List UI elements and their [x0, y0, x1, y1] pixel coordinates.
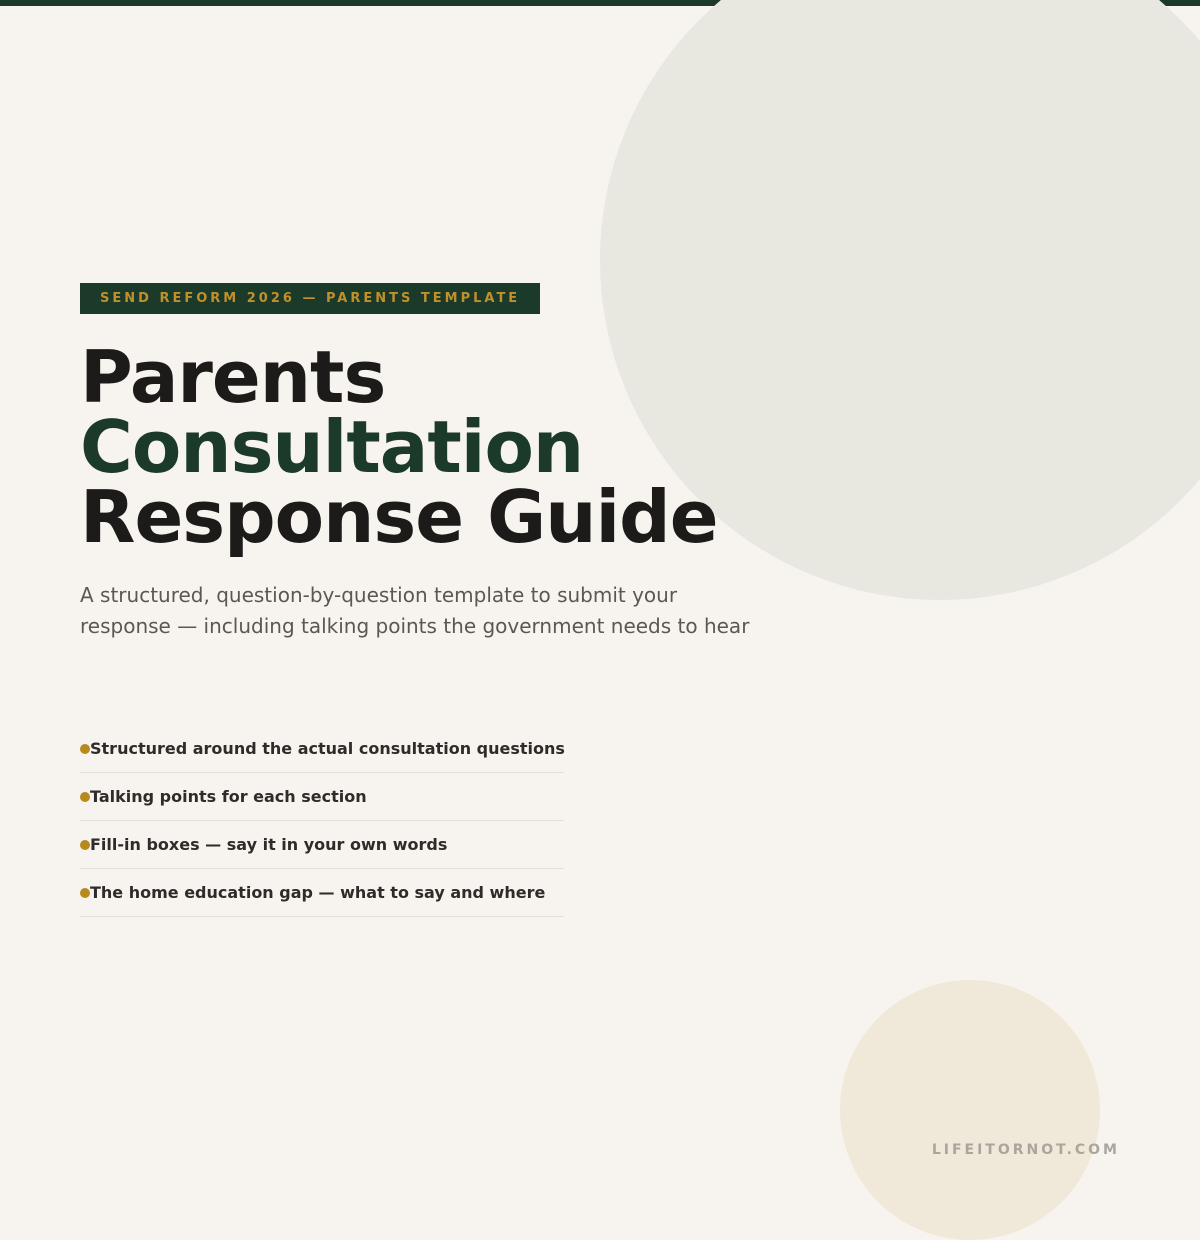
feature-item: [80, 773, 564, 821]
feature-item: [80, 725, 564, 773]
bullet-dot-icon: [80, 744, 90, 754]
title-line-1: Parents: [80, 335, 386, 419]
feature-text: Structured around the actual consultation questions: [90, 739, 565, 758]
website-url: LIFEITORNOT.COM: [931, 1142, 1120, 1158]
page-title: [80, 335, 718, 559]
subtitle: A structured, question-by-question template to submit your response — including talking points the government needs to hear: [80, 583, 750, 638]
feature-item: [80, 869, 564, 917]
title-line-3: Response Guide: [80, 475, 718, 559]
feature-text: Talking points for each section: [90, 787, 367, 806]
category-badge: SEND REFORM 2026 — PARENTS TEMPLATE: [80, 283, 540, 314]
feature-list: [80, 725, 564, 917]
feature-text: Fill-in boxes — say it in your own words: [90, 835, 448, 854]
bullet-dot-icon: [80, 840, 90, 850]
title-line-2: Consultation: [80, 405, 584, 489]
feature-text: The home education gap — what to say and where: [90, 883, 546, 902]
bullet-dot-icon: [80, 888, 90, 898]
feature-item: [80, 821, 564, 869]
bullet-dot-icon: [80, 792, 90, 802]
decorative-circle-small: [840, 980, 1100, 1240]
